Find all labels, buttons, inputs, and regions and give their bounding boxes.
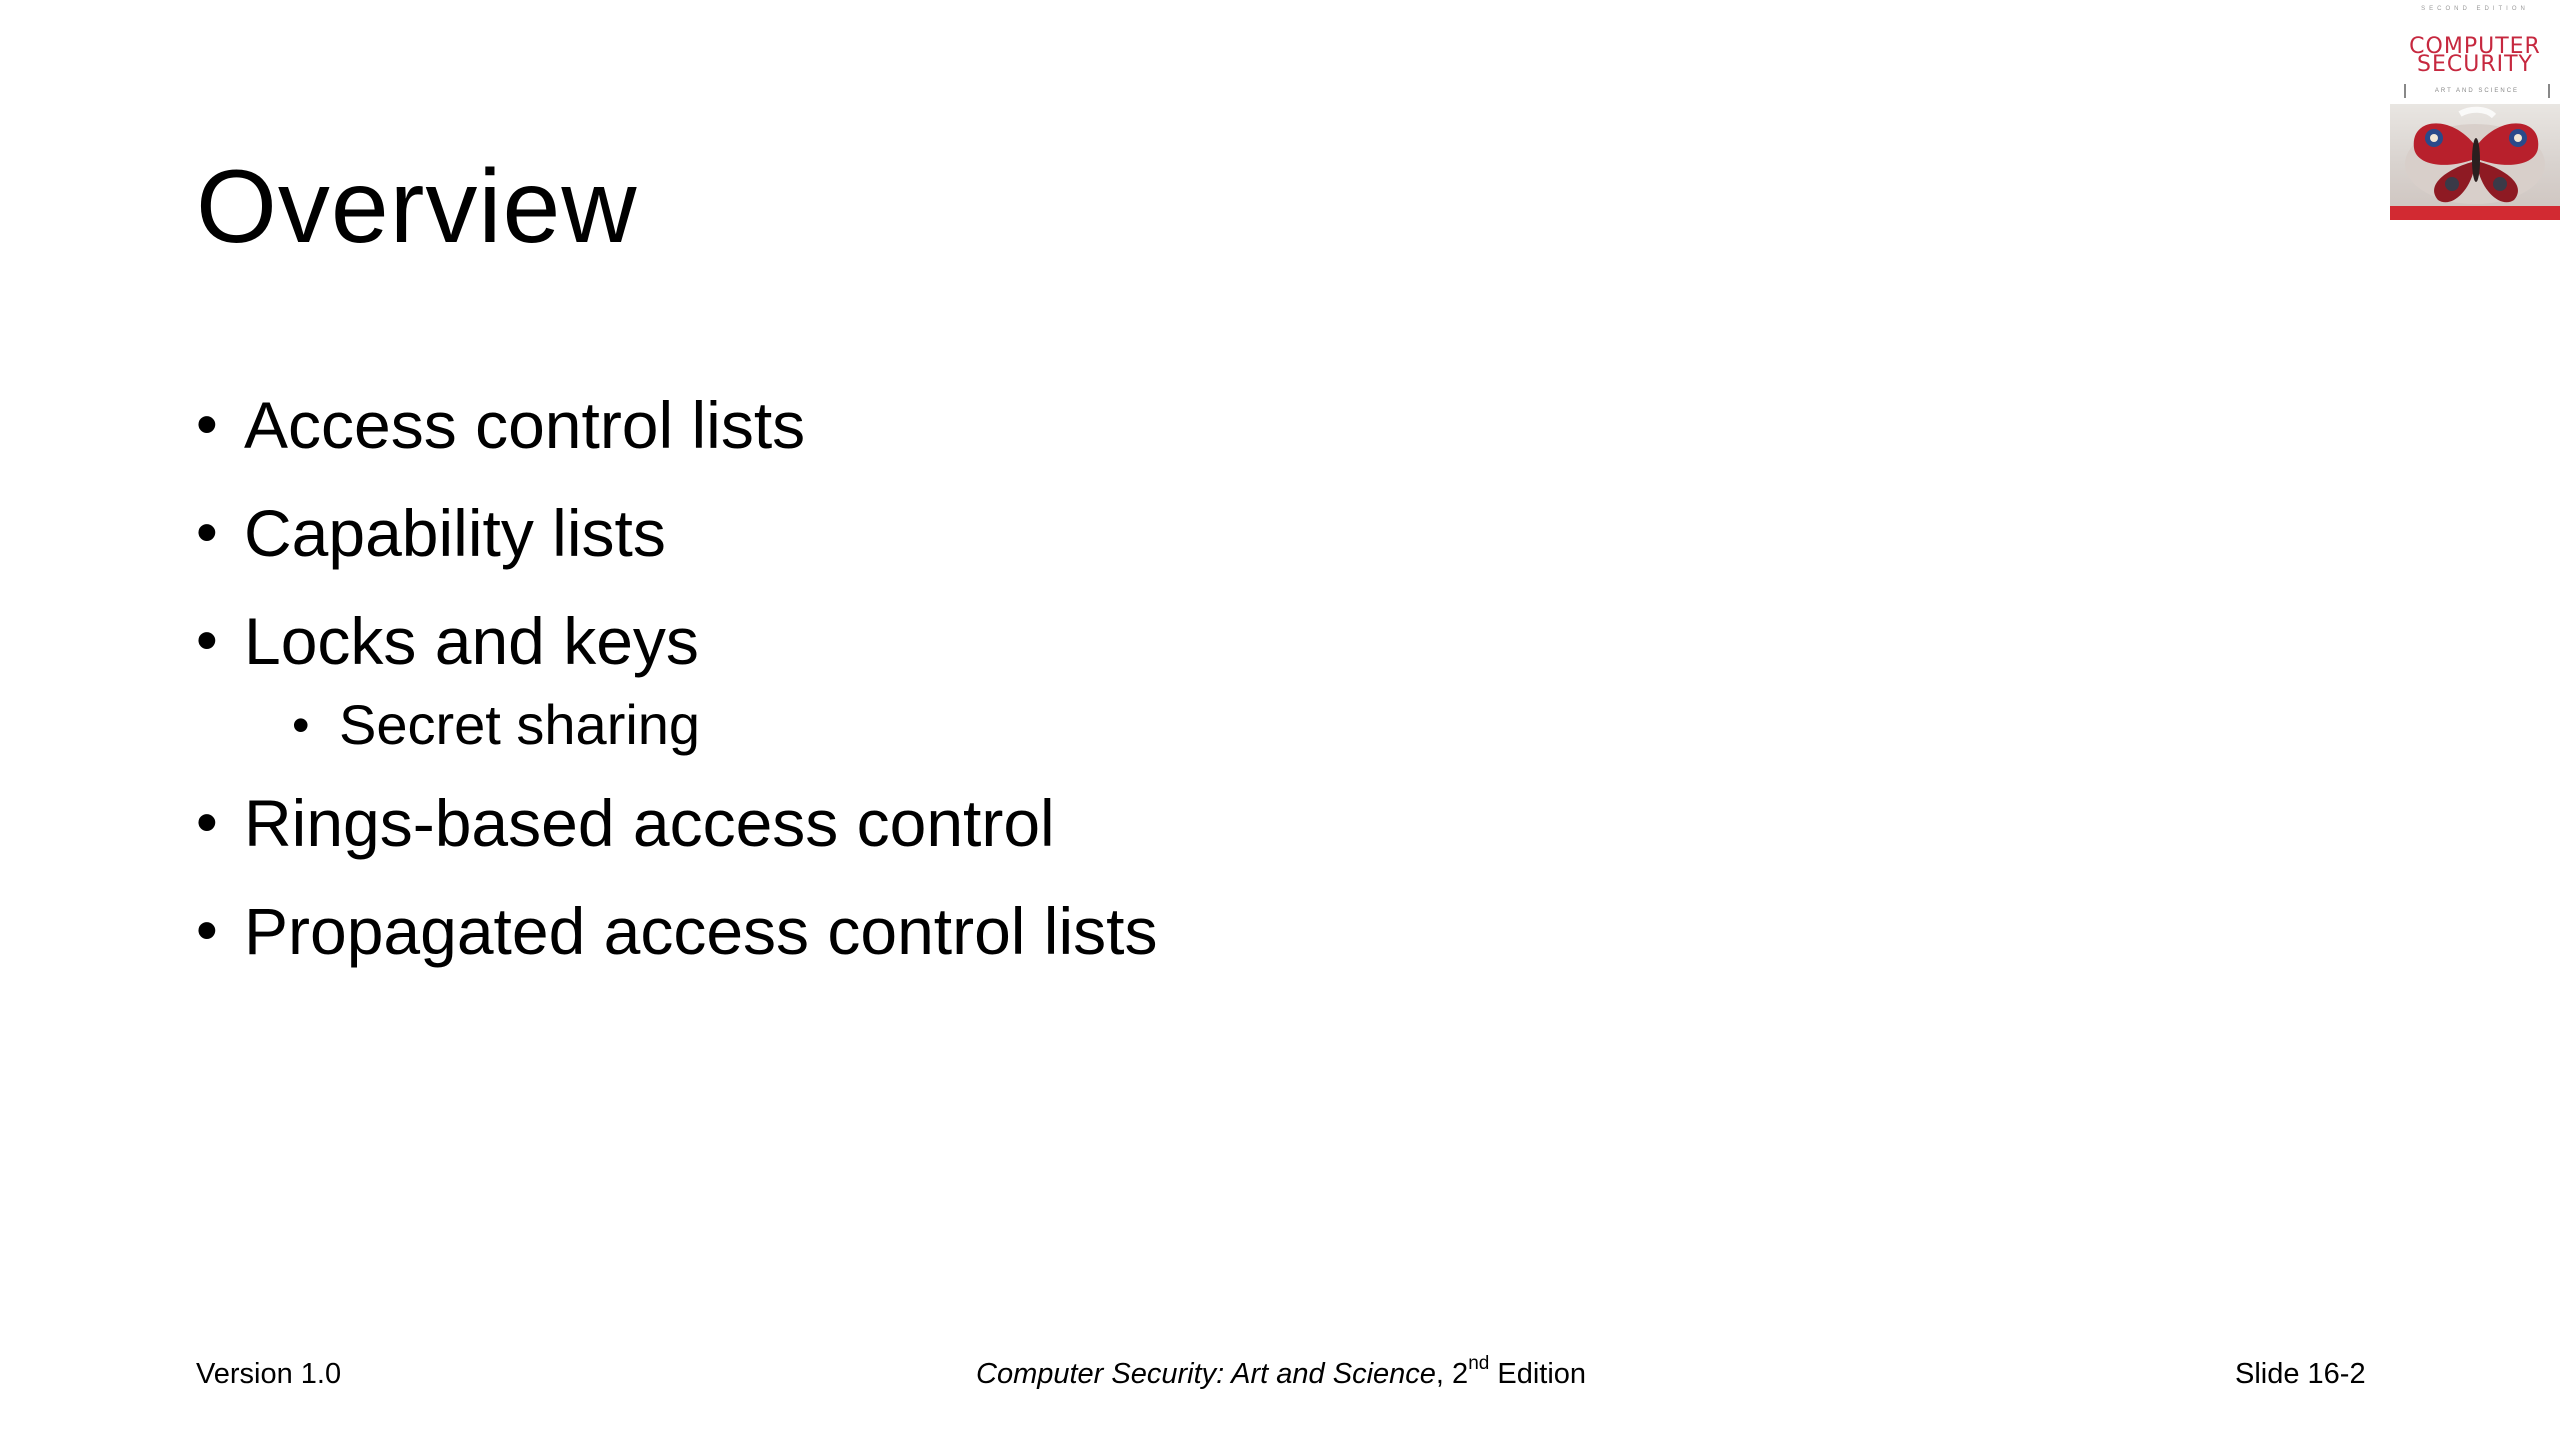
slide-title: Overview — [196, 149, 638, 265]
footer-book-name: Computer Security: Art and Science — [976, 1358, 1436, 1390]
bullet-dot-icon: • — [196, 788, 218, 857]
cover-title-line: SECURITY — [2417, 52, 2533, 77]
footer-edition-number: 2 — [1452, 1358, 1469, 1390]
butterfly-icon — [2390, 104, 2560, 210]
bullet-text: Propagated access control lists — [244, 894, 1158, 968]
bullet-item — [196, 891, 1157, 999]
footer-edition-suffix: nd — [1468, 1353, 1490, 1375]
book-cover-image — [2390, 0, 2560, 222]
cover-title-line: COMPUTER — [2409, 34, 2541, 59]
butterfly-illustration — [2390, 104, 2560, 210]
footer-edition-word: Edition — [1489, 1358, 1587, 1390]
footer-book-title — [976, 1353, 1587, 1392]
footer-separator: , — [1435, 1358, 1453, 1390]
bullet-dot-icon: • — [196, 390, 218, 459]
bullet-text: Rings-based access control — [244, 786, 1055, 860]
bullet-item — [196, 783, 1157, 891]
bullet-text: Access control lists — [244, 388, 806, 462]
sub-bullet-text: Secret sharing — [339, 693, 701, 756]
cover-bottom-bar — [2390, 206, 2560, 220]
bullet-text: Capability lists — [244, 496, 666, 570]
footer-slide-number: Slide 16-2 — [2235, 1358, 2366, 1390]
bullet-item — [196, 385, 1157, 493]
bullet-text: Locks and keys — [244, 604, 699, 678]
bullet-dot-icon: • — [196, 606, 218, 675]
cover-edition-line: SECOND EDITION — [2421, 6, 2529, 12]
bullet-item — [196, 493, 1157, 601]
sub-bullet-item — [196, 693, 1157, 775]
bullet-list — [196, 385, 1157, 999]
cover-subtitle: ART AND SCIENCE — [2404, 84, 2550, 98]
bullet-dot-icon: • — [196, 896, 218, 965]
bullet-dot-icon: • — [196, 498, 218, 567]
cover-title — [2390, 34, 2560, 77]
sub-bullet-dot-icon: • — [292, 697, 310, 753]
footer-version: Version 1.0 — [196, 1358, 342, 1390]
